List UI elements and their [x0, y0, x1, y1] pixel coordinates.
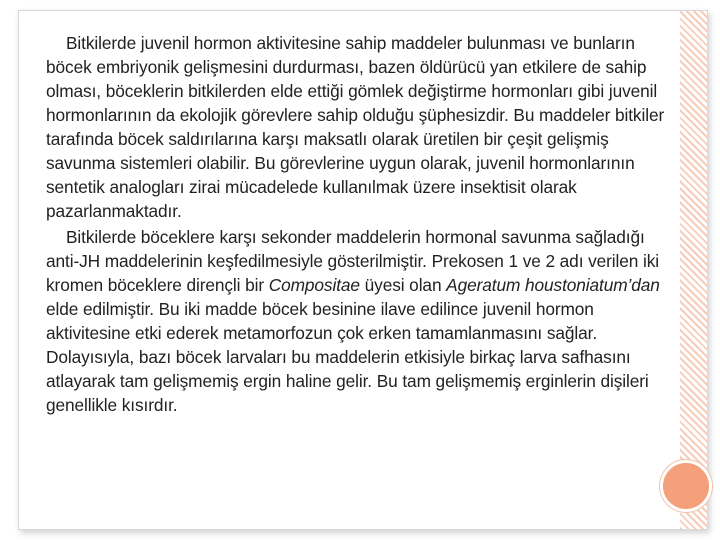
paragraph-1 [46, 31, 682, 223]
paragraph-2-segment: elde edilmiştir. Bu iki madde böcek besinine ilave edilince juvenil hormon aktivitesine etki ederek metamorfozun çok erken tamamlanmasını sağlar. Dolayısıyla, bazı böcek larvaları bu maddelerin etkisiyle birkaç larva safhasını atlayarak tam gelişmemiş ergin haline gelir. Bu tam gelişmemiş erginlerin dişileri genellikle kısırdır. [46, 299, 649, 415]
paragraph-1-segment: Bitkilerde juvenil hormon aktivitesine sahip maddeler bulunması ve bunların böcek embriyonik gelişmesini durdurması, bazen öldürücü yan etkilere de sahip olması, böceklerin bitkilerden elde ettiği gömlek değiştirme hormonları gibi juvenil hormonlarının da ekolojik görevlere sahip olduğu şüphesizdir. Bu maddeler bitkiler tarafında böcek saldırılarına karşı maksatlı olarak üretilen bir çeşit gelişmiş savunma sistemleri olabilir. Bu görevlerine uygun olarak, juvenil hormonlarının sentetik analogları zirai mücadelede kullanılmak üzere insektisit olarak pazarlanmaktadır. [46, 33, 665, 221]
decorative-circle [660, 460, 712, 512]
taxon-compositae: Compositae [268, 275, 360, 295]
paragraph-2-segment: üyesi olan [359, 275, 447, 295]
taxon-ageratum: Ageratum houstoniatum’dan [446, 275, 660, 295]
slide-frame [18, 10, 708, 530]
paragraph-2-segment: Bitkilerde böceklere karşı sekonder maddelerin hormonal savunma sağladığı anti-JH maddelerinin keşfedilmesiyle gösterilmiştir. Prekosen 1 ve 2 adı verilen iki kromen böceklere dirençli bir [46, 227, 660, 295]
decorative-stripe [680, 11, 707, 529]
text-body [46, 31, 682, 419]
paragraph-2 [46, 225, 682, 417]
